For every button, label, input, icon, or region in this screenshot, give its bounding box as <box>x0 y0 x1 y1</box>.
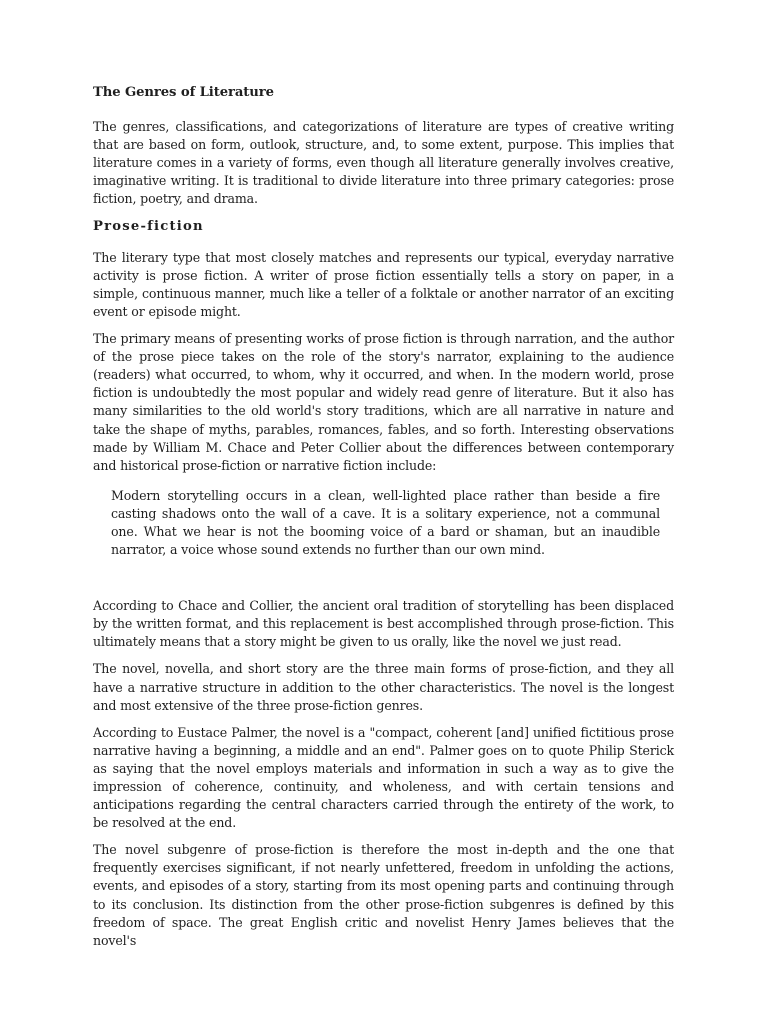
body-paragraph: According to Chace and Collier, the ancient oral tradition of storytelling has been displaced by the written format, and this replacement is best accomplished through prose-fiction. This ultimately means that a story might be given to us orally, like the novel we just read. <box>93 598 674 650</box>
body-paragraph: The literary type that most closely matches and represents our typical, everyday narrative activity is prose fiction. A writer of prose fiction essentially tells a story on paper, in a simple, continuous manner, much like a teller of a folktale or another narrator of an exciting event or episode might. <box>93 249 674 319</box>
body-paragraph: The primary means of presenting works of prose fiction is through narration, and the author of the prose piece takes on the role of the story's narrator, explaining to the audience (readers) what occurred, to whom, why it occurred, and when. In the modern world, prose fiction is undoubtedly the most popular and widely read genre of literature. But it also has many similarities to the old world's story traditions, which are all narrative in nature and take the shape of myths, parables, romances, fables, and so forth. Interesting observations made by William M. Chace and Peter Collier about the differences between contemporary and historical prose-fiction or narrative fiction include: <box>93 331 674 473</box>
body-paragraph: The novel, novella, and short story are the three main forms of prose-fiction, and they all have a narrative structure in addition to the other characteristics. The novel is the longest and most extensive of the three prose-fiction genres. <box>93 661 674 713</box>
intro-paragraph: The genres, classifications, and categorizations of literature are types of creative writing that are based on form, outlook, structure, and, to some extent, purpose. This implies that literature comes in a variety of forms, even though all literature generally involves creative, imaginative writing. It is traditional to divide literature into three primary categories: prose fiction, poetry, and drama. <box>93 119 674 207</box>
body-paragraph: According to Eustace Palmer, the novel is a "compact, coherent [and] unified fictitious prose narrative having a beginning, a middle and an end". Palmer goes on to quote Philip Sterick as saying that the novel employs materials and information in such a way as to give the impression of coherence, continuity, and wholeness, and with certain tensions and anticipations regarding the central characters carried through the entirety of the work, to be resolved at the end. <box>93 724 674 831</box>
body-paragraph: The novel subgenre of prose-fiction is therefore the most in-depth and the one that frequently exercises significant, if not nearly unfettered, freedom in unfolding the actions, events, and episodes of a story, starting from its most opening parts and continuing through to its conclusion. Its distinction from the other prose-fiction subgenres is defined by this freedom of space. The great English critic and novelist Henry James believes that the novel's <box>93 842 674 948</box>
document-page <box>93 84 674 959</box>
section-heading: Prose-fiction <box>93 218 204 234</box>
document-title: The Genres of Literature <box>93 85 274 100</box>
block-quote: Modern storytelling occurs in a clean, well-lighted place rather than beside a fire casting shadows onto the wall of a cave. It is a solitary experience, not a communal one. What we hear is not the booming voice of a bard or shaman, but an inaudible narrator, a voice whose sound extends no further than our own mind. <box>111 487 660 558</box>
